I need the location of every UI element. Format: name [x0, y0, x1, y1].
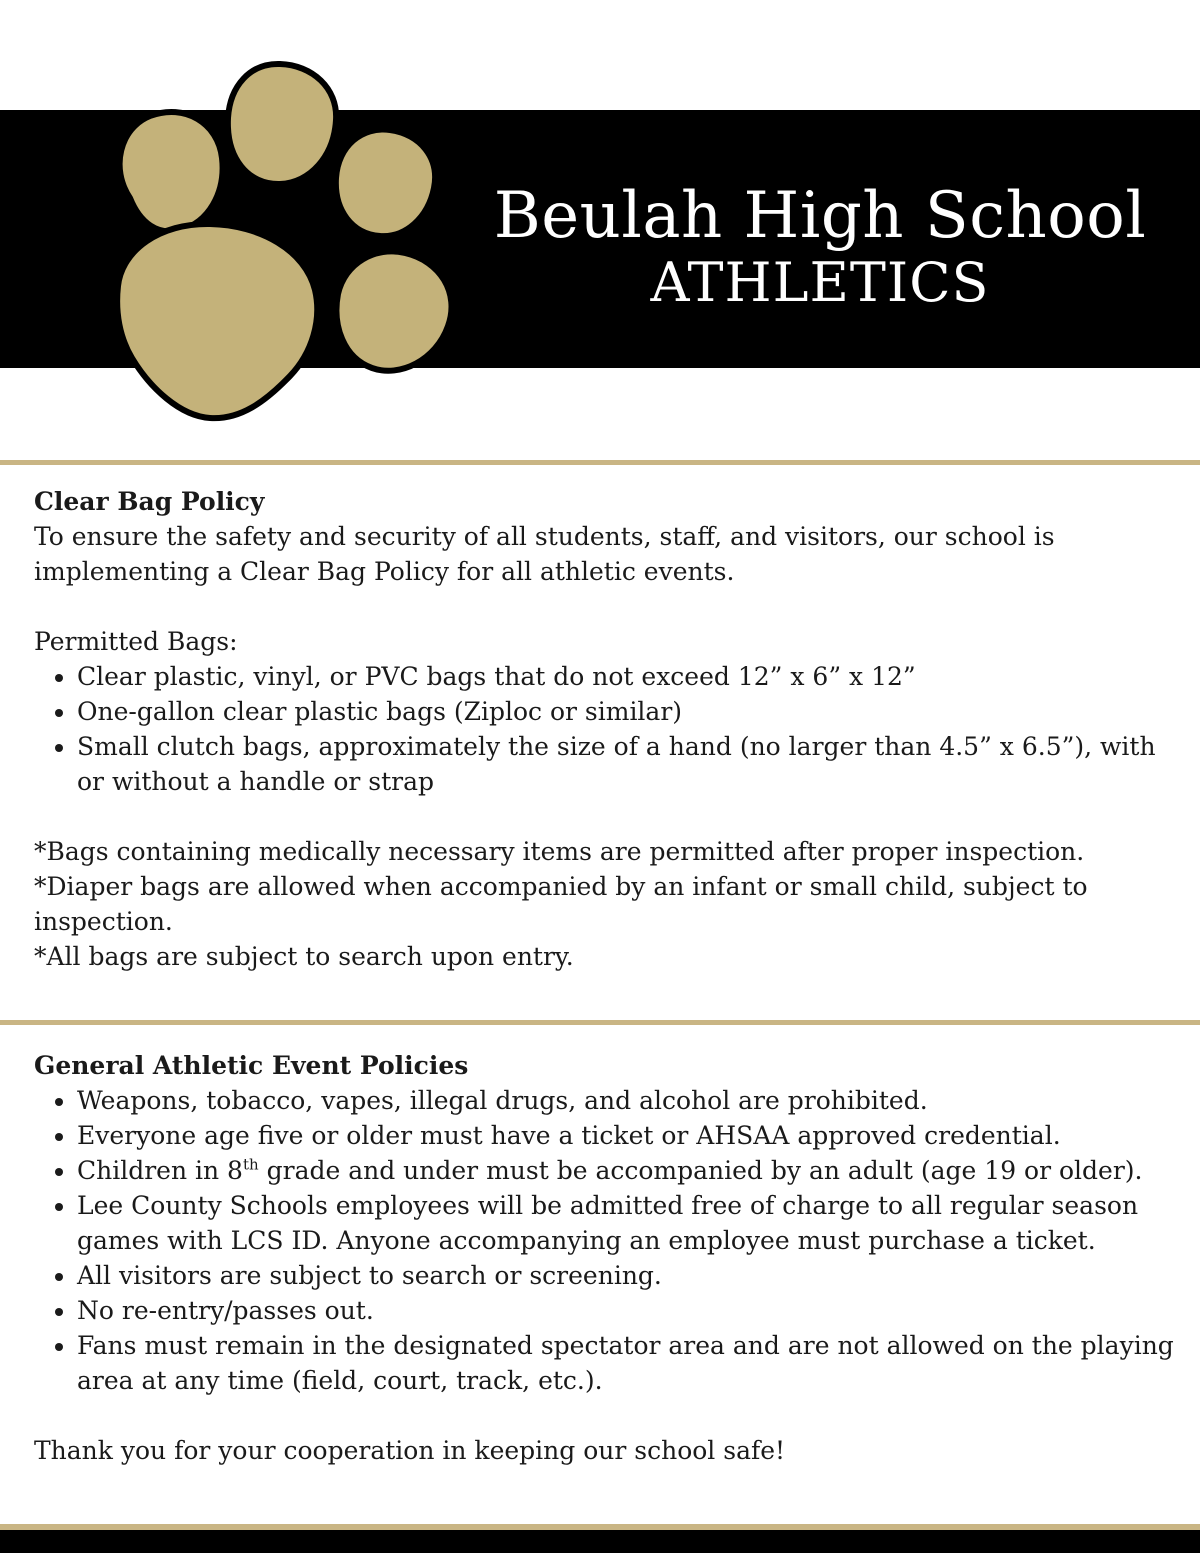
title-block [480, 180, 1160, 314]
divider-middle [0, 1020, 1200, 1025]
clear-bag-intro-line-2: implementing a Clear Bag Policy for all athletic events. [34, 557, 735, 586]
general-policies-heading: General Athletic Event Policies [34, 1051, 469, 1080]
permitted-bags-label: Permitted Bags: [34, 627, 238, 656]
children-suffix: grade and under must be accompanied by an adult (age 19 or older). [258, 1156, 1143, 1185]
list-item: • Weapons, tobacco, vapes, illegal drugs, and alcohol are prohibited. [77, 1083, 1174, 1118]
list-item: • Clear plastic, vinyl, or PVC bags that do not exceed 12” x 6” x 12” [77, 659, 1174, 694]
ordinal-suffix: th [242, 1155, 259, 1174]
spacer [34, 589, 1174, 624]
footer-bar [0, 1530, 1200, 1553]
children-prefix: Children in 8 [77, 1156, 243, 1185]
spacer [34, 1398, 1174, 1433]
list-item-children [77, 1153, 1174, 1188]
school-name: Beulah High School [493, 179, 1147, 253]
permitted-bags-list [34, 659, 1174, 799]
list-item: • Lee County Schools employees will be admitted free of charge to all regular season games with LCS ID. Anyone accompanying an employee must purchase a ticket. [77, 1188, 1174, 1258]
list-item: • One-gallon clear plastic bags (Ziploc or similar) [77, 694, 1174, 729]
clear-bag-intro-line-1: To ensure the safety and security of all students, staff, and visitors, our school is [34, 522, 1055, 551]
general-policies-section [34, 1048, 1174, 1468]
list-item: • Fans must remain in the designated spectator area and are not allowed on the playing area at any time (field, court, track, etc.). [77, 1328, 1174, 1398]
list-item: • No re-entry/passes out. [77, 1293, 1174, 1328]
note-medical: *Bags containing medically necessary items are permitted after proper inspection. [34, 837, 1085, 866]
department-title: ATHLETICS [650, 251, 990, 314]
note-diaper: *Diaper bags are allowed when accompanied by an infant or small child, subject to inspection. [34, 872, 1088, 936]
clear-bag-heading: Clear Bag Policy [34, 487, 265, 516]
general-policies-list [34, 1083, 1174, 1398]
spacer [34, 799, 1174, 834]
note-search: *All bags are subject to search upon entry. [34, 942, 574, 971]
divider-top [0, 460, 1200, 465]
clear-bag-section [34, 484, 1174, 974]
list-item: • All visitors are subject to search or screening. [77, 1258, 1174, 1293]
closing-message: Thank you for your cooperation in keeping our school safe! [34, 1436, 786, 1465]
list-item: • Everyone age five or older must have a ticket or AHSAA approved credential. [77, 1118, 1174, 1153]
tiger-paw-icon [100, 58, 480, 428]
list-item: • Small clutch bags, approximately the size of a hand (no larger than 4.5” x 6.5”), with or without a handle or strap [77, 729, 1174, 799]
